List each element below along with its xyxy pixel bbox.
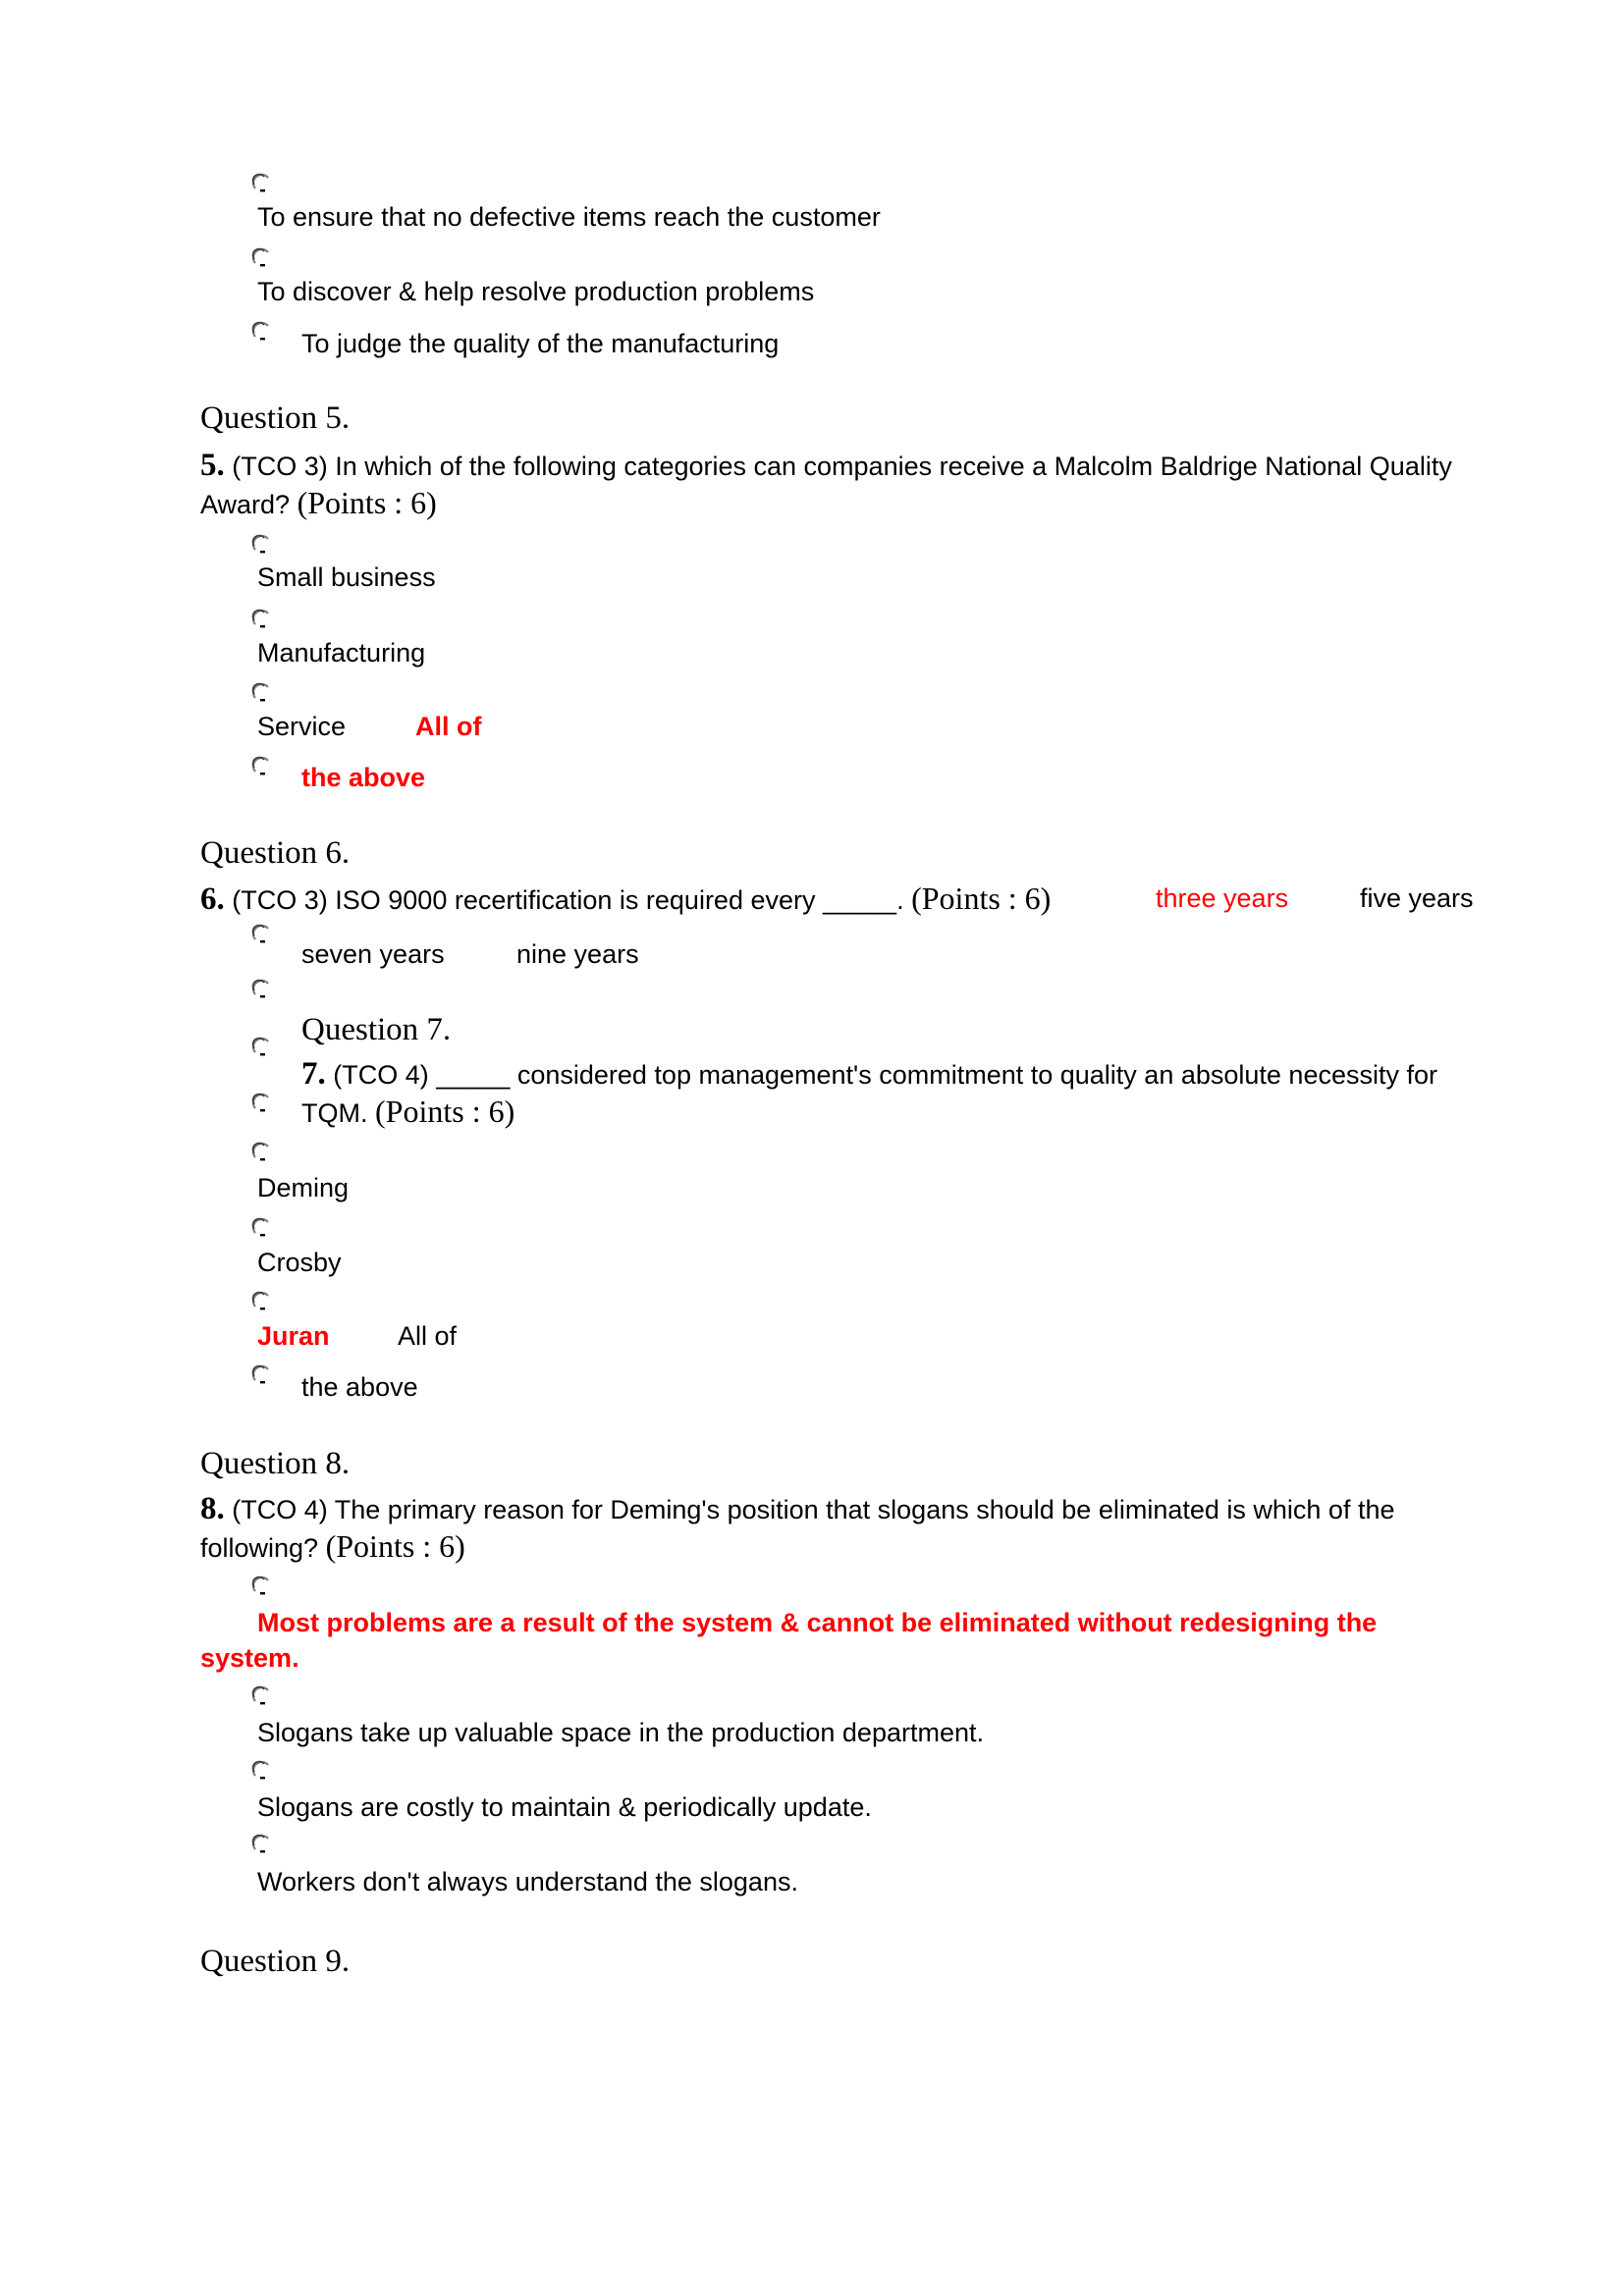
question-7-number: 7. — [301, 1056, 326, 1092]
q8-answer-line1: Most problems are a result of the system & cannot be eliminated without redesigning the — [257, 1608, 1378, 1637]
q5-answer-part2: the above — [301, 763, 426, 792]
question-6-number: 6. — [200, 881, 225, 917]
question-7-prompt: (TCO 4) _____ considered top management's commitment to quality an absolute necessity for — [333, 1060, 1437, 1090]
question-5-number: 5. — [200, 448, 225, 483]
radio-button-icon[interactable] — [249, 608, 273, 629]
question-8-prompt-cont: following? — [200, 1533, 319, 1563]
question-7-text-line1 — [301, 1058, 1437, 1091]
radio-button-icon[interactable] — [249, 978, 273, 999]
question-6-prompt: (TCO 3) ISO 9000 recertification is required every _____. — [232, 885, 904, 915]
q5-option-3: Service — [257, 712, 347, 741]
question-7-text-line2 — [301, 1095, 514, 1127]
radio-button-icon[interactable] — [249, 1363, 273, 1385]
radio-button-icon[interactable] — [249, 923, 273, 944]
radio-button-icon[interactable] — [249, 1290, 273, 1311]
question-7-points: (Points : 6) — [375, 1094, 515, 1129]
q7-option-2: Crosby — [257, 1248, 342, 1277]
q7-option-3-answer: Juran — [257, 1321, 330, 1351]
question-8-heading: Question 8. — [200, 1446, 351, 1481]
question-5-prompt-cont: Award? — [200, 490, 291, 519]
q6-option-2: five years — [1360, 883, 1474, 913]
question-8-text-line2 — [200, 1530, 465, 1562]
q5-option-2: Manufacturing — [257, 638, 426, 667]
radio-button-icon[interactable] — [249, 681, 273, 703]
radio-button-icon[interactable] — [249, 1036, 273, 1057]
question-5-text-line2 — [200, 487, 437, 518]
question-6-text — [200, 882, 1051, 916]
q6-option-1-answer: three years — [1156, 883, 1289, 913]
radio-button-icon[interactable] — [249, 1216, 273, 1238]
question-5-points: (Points : 6) — [297, 485, 437, 520]
question-5-text-line1 — [200, 450, 1452, 482]
q4-option-1: To ensure that no defective items reach the customer — [257, 202, 881, 232]
q8-option-4: Workers don't always understand the slogans. — [257, 1867, 798, 1896]
question-6-heading: Question 6. — [200, 835, 351, 871]
question-8-points: (Points : 6) — [325, 1528, 465, 1564]
radio-button-icon[interactable] — [249, 1759, 273, 1781]
radio-button-icon[interactable] — [249, 1141, 273, 1162]
radio-button-icon[interactable] — [249, 533, 273, 555]
q4-option-3: To judge the quality of the manufacturing — [301, 329, 780, 358]
question-5-prompt: (TCO 3) In which of the following categories can companies receive a Malcolm Baldrige National Quality — [232, 452, 1452, 481]
question-8-number: 8. — [200, 1491, 225, 1526]
radio-button-icon[interactable] — [249, 320, 273, 342]
q7-option-4-part2: the above — [301, 1372, 418, 1402]
q4-option-2: To discover & help resolve production problems — [257, 277, 815, 306]
radio-button-icon[interactable] — [249, 246, 273, 268]
q8-option-2: Slogans take up valuable space in the production department. — [257, 1718, 984, 1747]
q5-answer-part1: All of — [415, 712, 482, 741]
question-9-heading: Question 9. — [200, 1944, 351, 1979]
radio-button-icon[interactable] — [249, 1575, 273, 1596]
radio-button-icon[interactable] — [249, 1684, 273, 1706]
q7-option-4-part1: All of — [398, 1321, 458, 1351]
radio-button-icon[interactable] — [249, 755, 273, 776]
question-7-heading: Question 7. — [301, 1012, 452, 1047]
question-7-prompt-cont: TQM. — [301, 1098, 368, 1128]
question-6-points: (Points : 6) — [911, 881, 1052, 916]
q5-option-1: Small business — [257, 562, 436, 592]
radio-button-icon[interactable] — [249, 172, 273, 193]
q6-option-4: nine years — [516, 939, 639, 969]
question-5-heading: Question 5. — [200, 400, 351, 436]
q8-option-3: Slogans are costly to maintain & periodically update. — [257, 1792, 872, 1822]
radio-button-icon[interactable] — [249, 1833, 273, 1854]
q8-answer-line2: system. — [200, 1643, 299, 1673]
question-8-prompt: (TCO 4) The primary reason for Deming's position that slogans should be eliminated is which of the — [232, 1495, 1395, 1524]
q7-option-1: Deming — [257, 1173, 350, 1202]
q6-option-3: seven years — [301, 939, 445, 969]
question-8-text-line1 — [200, 1493, 1394, 1525]
radio-button-icon[interactable] — [249, 1092, 273, 1113]
